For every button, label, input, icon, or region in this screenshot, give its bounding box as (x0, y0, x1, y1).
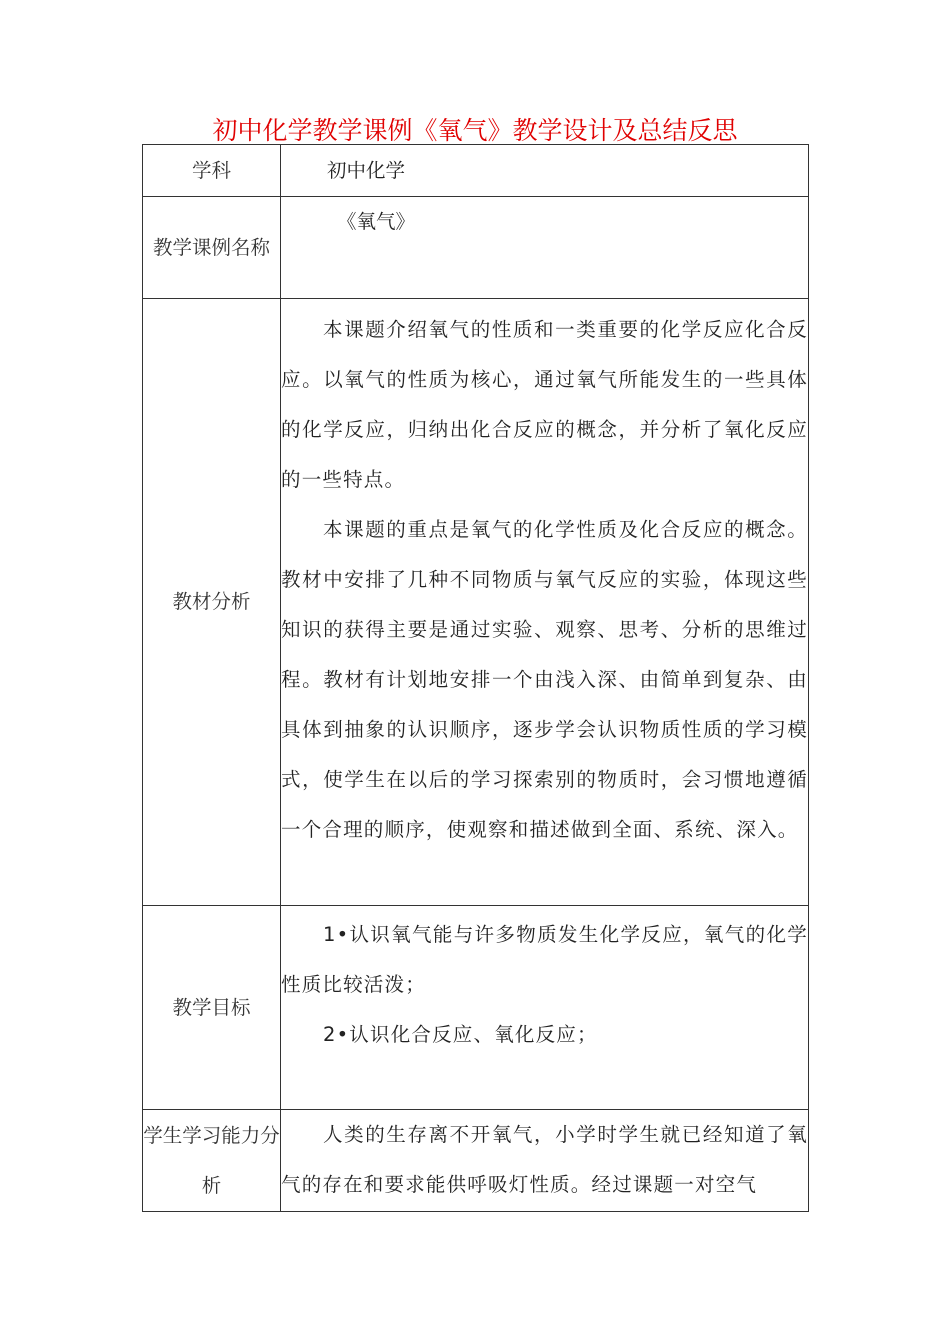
lesson-name-value-cell (281, 197, 809, 299)
teaching-goals-content (281, 906, 809, 1110)
material-analysis-content (281, 299, 809, 906)
lesson-name-value: 《氧气》 (337, 210, 416, 233)
subject-value: 初中化学 (327, 158, 406, 182)
teaching-goals-label: 教学目标 (143, 906, 281, 1110)
lesson-name-label: 教学课例名称 (143, 197, 281, 299)
subject-value-cell (281, 145, 809, 197)
table-row-learning-ability (143, 1110, 809, 1212)
document-title: 初中化学教学课例《氧气》教学设计及总结反思 (212, 116, 738, 145)
goal-item-2: 2•认识化合反应、氧化反应； (323, 1023, 598, 1046)
table-row-material-analysis (143, 299, 809, 906)
ability-paragraph: 人类的生存离不开氧气，小学时学生就已经知道了氧气的存在和要求能供呼吸灯性质。经过课题一对空气 (281, 1123, 808, 1196)
table-row-teaching-goals (143, 906, 809, 1110)
learning-ability-label: 学生学习能力分析 (143, 1110, 281, 1212)
analysis-paragraph-1: 本课题介绍氧气的性质和一类重要的化学反应化合反应。以氧气的性质为核心，通过氧气所能发生的一些具体的化学反应，归纳出化合反应的概念，并分析了氧化反应的一些特点。 (281, 318, 808, 491)
subject-label: 学科 (143, 145, 281, 197)
table-row-lesson-name (143, 197, 809, 299)
analysis-paragraph-2: 本课题的重点是氧气的化学性质及化合反应的概念。教材中安排了几种不同物质与氧气反应的实验，体现这些知识的获得主要是通过实验、观察、思考、分析的思维过程。教材有计划地安排一个由浅入深、由简单到复杂、由具体到抽象的认识顺序，逐步学会认识物质性质的学习模式，使学生在以后的学习探索别的物质时，会习惯地遵循一个合理的顺序，使观察和描述做到全面、系统、深入。 (281, 518, 808, 841)
goal-item-1: 1•认识氧气能与许多物质发生化学反应，氧气的化学性质比较活泼； (281, 923, 808, 996)
material-analysis-label: 教材分析 (143, 299, 281, 906)
table-row-subject (143, 145, 809, 197)
learning-ability-content (281, 1110, 809, 1212)
lesson-design-table (142, 144, 809, 1212)
